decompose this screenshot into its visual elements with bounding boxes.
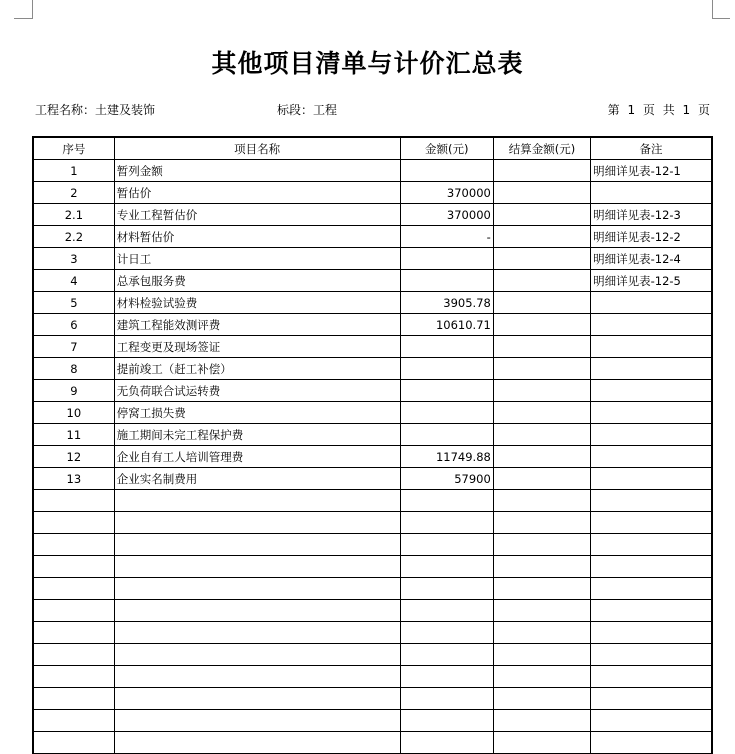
empty-cell: [114, 556, 400, 578]
cell-amount: 10610.71: [400, 314, 493, 336]
cell-remark: 明细详见表-12-5: [591, 270, 712, 292]
cell-settlement: [493, 204, 590, 226]
cell-item-name: 材料检验试验费: [114, 292, 400, 314]
table-row: [33, 292, 712, 314]
table-row: [33, 402, 712, 424]
cell-settlement: [493, 380, 590, 402]
empty-cell: [114, 688, 400, 710]
column-header-remark: 备注: [591, 137, 712, 160]
cell-settlement: [493, 402, 590, 424]
empty-cell: [114, 490, 400, 512]
crop-mark-left-h: [14, 18, 33, 19]
empty-row: [33, 688, 712, 710]
document-title: 其他项目清单与计价汇总表: [211, 49, 524, 78]
cell-settlement: [493, 336, 590, 358]
cell-item-name: 无负荷联合试运转费: [114, 380, 400, 402]
cell-remark: [591, 424, 712, 446]
empty-cell: [493, 644, 590, 666]
empty-cell: [591, 666, 712, 688]
empty-cell: [400, 512, 493, 534]
cell-item-name: 暂列金额: [114, 160, 400, 182]
empty-cell: [33, 732, 114, 754]
empty-cell: [114, 710, 400, 732]
cell-amount: [400, 270, 493, 292]
empty-cell: [591, 512, 712, 534]
table-row: [33, 314, 712, 336]
empty-cell: [400, 688, 493, 710]
table-row: [33, 358, 712, 380]
cell-remark: 明细详见表-12-2: [591, 226, 712, 248]
cell-amount: 370000: [400, 204, 493, 226]
column-header-item: 项目名称: [114, 137, 400, 160]
empty-cell: [33, 556, 114, 578]
empty-cell: [33, 644, 114, 666]
empty-row: [33, 578, 712, 600]
empty-cell: [33, 710, 114, 732]
cell-index: 10: [33, 402, 114, 424]
cell-settlement: [493, 182, 590, 204]
cell-amount: [400, 380, 493, 402]
cell-settlement: [493, 248, 590, 270]
cell-amount: 57900: [400, 468, 493, 490]
empty-cell: [114, 622, 400, 644]
cell-index: 9: [33, 380, 114, 402]
page-number: 第 1 页 共 1 页: [607, 103, 710, 117]
empty-cell: [493, 600, 590, 622]
table-row: [33, 226, 712, 248]
cell-remark: [591, 402, 712, 424]
cell-item-name: 工程变更及现场签证: [114, 336, 400, 358]
empty-cell: [33, 578, 114, 600]
empty-cell: [400, 600, 493, 622]
empty-row: [33, 534, 712, 556]
cell-settlement: [493, 314, 590, 336]
empty-cell: [493, 512, 590, 534]
cell-remark: [591, 336, 712, 358]
cell-item-name: 专业工程暂估价: [114, 204, 400, 226]
empty-cell: [33, 666, 114, 688]
cell-amount: -: [400, 226, 493, 248]
cell-settlement: [493, 358, 590, 380]
cell-index: 12: [33, 446, 114, 468]
empty-cell: [591, 622, 712, 644]
cell-settlement: [493, 226, 590, 248]
empty-cell: [591, 490, 712, 512]
cell-index: 6: [33, 314, 114, 336]
cell-amount: [400, 160, 493, 182]
empty-cell: [33, 688, 114, 710]
empty-row: [33, 600, 712, 622]
empty-cell: [591, 732, 712, 754]
table-row: [33, 182, 712, 204]
empty-cell: [591, 688, 712, 710]
cell-amount: 3905.78: [400, 292, 493, 314]
cell-amount: [400, 358, 493, 380]
empty-row: [33, 512, 712, 534]
table-row: [33, 424, 712, 446]
project-name: 工程名称：土建及装饰: [35, 103, 156, 117]
empty-cell: [591, 600, 712, 622]
cell-item-name: 暂估价: [114, 182, 400, 204]
cell-settlement: [493, 160, 590, 182]
cell-amount: [400, 424, 493, 446]
crop-mark-right-h: [712, 18, 730, 19]
table-row: [33, 160, 712, 182]
cell-index: 7: [33, 336, 114, 358]
table-row: [33, 204, 712, 226]
cell-index: 5: [33, 292, 114, 314]
empty-cell: [114, 644, 400, 666]
empty-row: [33, 666, 712, 688]
empty-cell: [400, 666, 493, 688]
empty-cell: [33, 622, 114, 644]
cell-remark: 明细详见表-12-1: [591, 160, 712, 182]
cell-remark: [591, 358, 712, 380]
table-header-row: [33, 137, 712, 160]
cell-item-name: 停窝工损失费: [114, 402, 400, 424]
cell-remark: [591, 468, 712, 490]
column-header-amount: 金额(元): [400, 137, 493, 160]
empty-cell: [493, 666, 590, 688]
empty-cell: [400, 534, 493, 556]
empty-cell: [114, 666, 400, 688]
empty-cell: [400, 710, 493, 732]
summary-table: [32, 136, 713, 754]
empty-cell: [400, 490, 493, 512]
empty-row: [33, 556, 712, 578]
table-row: [33, 380, 712, 402]
cell-item-name: 总承包服务费: [114, 270, 400, 292]
empty-cell: [400, 732, 493, 754]
empty-cell: [493, 490, 590, 512]
empty-cell: [400, 556, 493, 578]
cell-amount: [400, 248, 493, 270]
crop-mark-left: [32, 0, 33, 18]
empty-cell: [400, 578, 493, 600]
empty-cell: [33, 534, 114, 556]
empty-row: [33, 622, 712, 644]
cell-remark: 明细详见表-12-4: [591, 248, 712, 270]
empty-cell: [114, 534, 400, 556]
empty-cell: [493, 688, 590, 710]
empty-row: [33, 732, 712, 754]
empty-cell: [591, 578, 712, 600]
empty-cell: [591, 556, 712, 578]
cell-amount: 370000: [400, 182, 493, 204]
cell-amount: 11749.88: [400, 446, 493, 468]
empty-cell: [493, 622, 590, 644]
cell-index: 3: [33, 248, 114, 270]
empty-cell: [591, 534, 712, 556]
empty-cell: [400, 644, 493, 666]
cell-settlement: [493, 446, 590, 468]
cell-remark: [591, 182, 712, 204]
cell-item-name: 材料暂估价: [114, 226, 400, 248]
cell-index: 8: [33, 358, 114, 380]
cell-remark: [591, 446, 712, 468]
empty-cell: [114, 578, 400, 600]
column-header-settlement: 结算金额(元): [493, 137, 590, 160]
column-header-index: 序号: [33, 137, 114, 160]
empty-row: [33, 710, 712, 732]
cell-remark: 明细详见表-12-3: [591, 204, 712, 226]
cell-remark: [591, 380, 712, 402]
empty-cell: [493, 710, 590, 732]
cell-settlement: [493, 468, 590, 490]
empty-cell: [591, 710, 712, 732]
cell-item-name: 建筑工程能效测评费: [114, 314, 400, 336]
cell-index: 1: [33, 160, 114, 182]
cell-item-name: 提前竣工（赶工补偿）: [114, 358, 400, 380]
empty-cell: [33, 490, 114, 512]
empty-cell: [493, 578, 590, 600]
empty-row: [33, 644, 712, 666]
cell-item-name: 企业自有工人培训管理费: [114, 446, 400, 468]
cell-item-name: 施工期间未完工程保护费: [114, 424, 400, 446]
empty-cell: [493, 534, 590, 556]
cell-settlement: [493, 270, 590, 292]
empty-cell: [493, 732, 590, 754]
cell-index: 2.2: [33, 226, 114, 248]
cell-index: 2: [33, 182, 114, 204]
cell-remark: [591, 314, 712, 336]
cell-index: 4: [33, 270, 114, 292]
table-row: [33, 248, 712, 270]
empty-row: [33, 490, 712, 512]
empty-cell: [114, 512, 400, 534]
cell-settlement: [493, 424, 590, 446]
empty-cell: [114, 732, 400, 754]
cell-settlement: [493, 292, 590, 314]
empty-cell: [33, 600, 114, 622]
table-row: [33, 336, 712, 358]
section-label: 标段：工程: [277, 103, 338, 117]
empty-cell: [493, 556, 590, 578]
crop-mark-right: [712, 0, 713, 18]
cell-item-name: 计日工: [114, 248, 400, 270]
table-row: [33, 446, 712, 468]
cell-amount: [400, 402, 493, 424]
cell-index: 11: [33, 424, 114, 446]
cell-amount: [400, 336, 493, 358]
table-row: [33, 270, 712, 292]
empty-cell: [591, 644, 712, 666]
cell-item-name: 企业实名制费用: [114, 468, 400, 490]
cell-index: 2.1: [33, 204, 114, 226]
table-row: [33, 468, 712, 490]
empty-cell: [400, 622, 493, 644]
empty-cell: [114, 600, 400, 622]
cell-index: 13: [33, 468, 114, 490]
cell-remark: [591, 292, 712, 314]
table-body: [33, 160, 712, 754]
empty-cell: [33, 512, 114, 534]
